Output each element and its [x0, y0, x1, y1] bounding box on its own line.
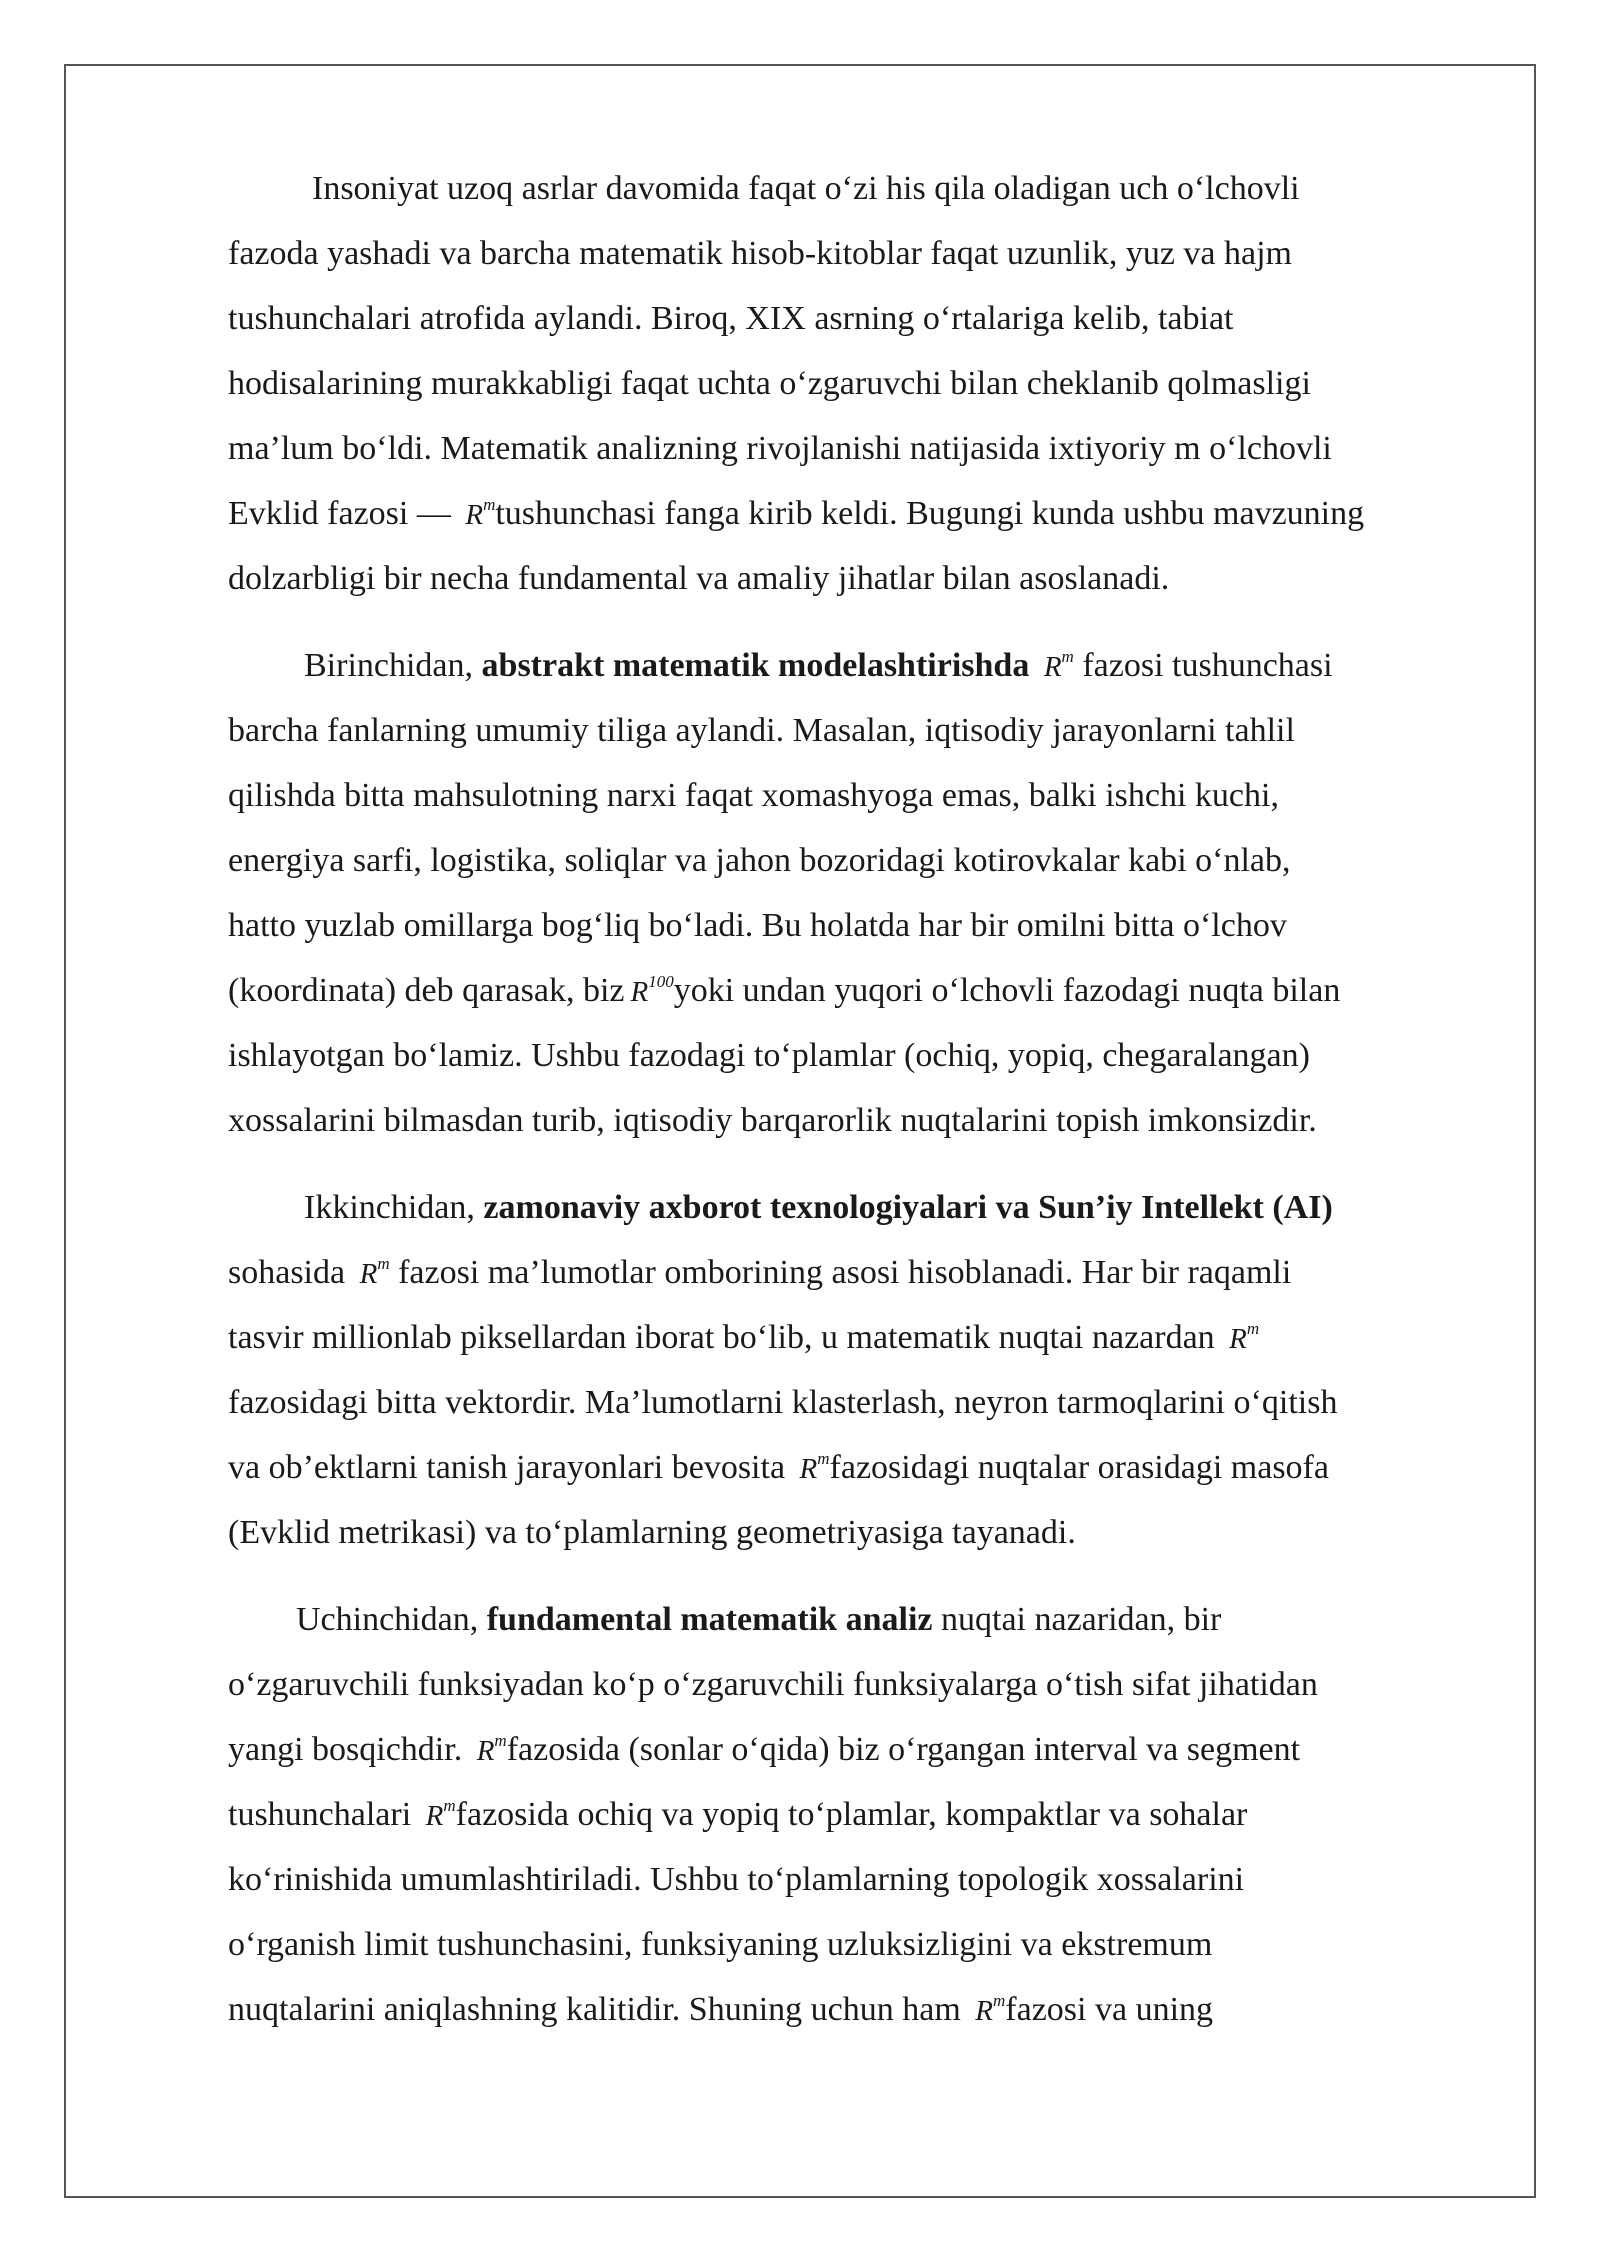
document-body	[228, 156, 1490, 2042]
text-line	[228, 351, 1490, 416]
text-run: o‘rganish limit tushunchasini, funksiyaning uzluksizligini va ekstremum	[228, 1926, 1213, 1963]
text-run: qilishda bitta mahsulotning narxi faqat xomashyoga emas, balki ishchi kuchi,	[228, 777, 1279, 814]
math-exponent: m	[483, 495, 496, 514]
text-line	[228, 546, 1490, 611]
math-base: R	[476, 1735, 495, 1767]
text-line	[228, 1240, 1490, 1305]
math-base: R	[1043, 651, 1062, 683]
text-run: yoki undan yuqori o‘lchovli fazodagi nuqta bilan	[673, 972, 1341, 1009]
text-line	[228, 156, 1490, 221]
text-run: barcha fanlarning umumiy tiliga aylandi. Masalan, iqtisodiy jarayonlarni tahlil	[228, 712, 1295, 749]
math-space-symbol	[476, 1731, 507, 1767]
text-run: fazosida (sonlar o‘qida) biz o‘rgangan interval va segment	[506, 1731, 1301, 1768]
text-run: fazosi va uning	[1005, 1991, 1214, 2028]
text-line	[228, 893, 1490, 958]
text-line	[228, 1782, 1490, 1847]
paragraph-second-reason	[228, 1175, 1490, 1565]
paragraph-first-reason	[228, 633, 1490, 1153]
math-base: R	[1229, 1323, 1247, 1355]
text-line	[228, 1305, 1490, 1370]
text-line	[228, 633, 1490, 698]
text-run: yangi bosqichdir.	[228, 1731, 471, 1768]
text-run: fazosida ochiq va yopiq to‘plamlar, kompaktlar va sohalar	[455, 1796, 1248, 1833]
text-run: dolzarbligi bir necha fundamental va amaliy jihatlar bilan asoslanadi.	[228, 560, 1170, 597]
text-run: tushunchalari	[228, 1796, 420, 1833]
text-line	[228, 1912, 1490, 1977]
bold-term: zamonaviy axborot texnologiyalari va Sun’iy Intellekt (AI)	[483, 1189, 1333, 1226]
text-line	[228, 958, 1490, 1023]
text-line	[228, 1717, 1490, 1782]
text-run: ma’lum bo‘ldi. Matematik analizning rivojlanishi natijasida ixtiyoriy m o‘lchovli	[228, 430, 1332, 467]
text-run	[1029, 647, 1038, 684]
text-run: ko‘rinishida umumlashtiriladi. Ushbu to‘plamlarning topologik xossalarini	[228, 1861, 1245, 1898]
text-run: Uchinchidan,	[296, 1601, 487, 1638]
math-base: R	[359, 1258, 378, 1290]
text-line	[228, 481, 1490, 546]
paragraph-intro	[228, 156, 1490, 611]
math-exponent: 100	[648, 972, 674, 991]
text-line	[228, 698, 1490, 763]
text-run: hatto yuzlab omillarga bog‘liq bo‘ladi. Bu holatda har bir omilni bitta o‘lchov	[228, 907, 1287, 944]
math-base: R	[630, 976, 649, 1008]
text-run: tushunchalari atrofida aylandi. Biroq, XIX asrning o‘rtalariga kelib, tabiat	[228, 300, 1234, 337]
text-line	[228, 763, 1490, 828]
bold-term: fundamental matematik analiz	[486, 1601, 933, 1638]
text-run: Birinchidan,	[304, 647, 482, 684]
text-run: fazosi tushunchasi	[1073, 647, 1333, 684]
text-run: nuqtai nazaridan, bir	[932, 1601, 1222, 1638]
text-line	[228, 1652, 1490, 1717]
bold-term: abstrakt matematik modelashtirishda	[481, 647, 1030, 684]
text-run: sohasida	[228, 1254, 354, 1291]
text-run: tushunchasi fanga kirib keldi. Bugungi kunda ushbu mavzuning	[495, 495, 1365, 532]
text-run: Ikkinchidan,	[304, 1189, 484, 1226]
text-line	[228, 828, 1490, 893]
math-space-symbol	[359, 1254, 390, 1290]
text-run: energiya sarfi, logistika, soliqlar va jahon bozoridagi kotirovkalar kabi o‘nlab,	[228, 842, 1291, 879]
math-exponent: m	[377, 1254, 390, 1273]
text-line	[228, 1500, 1490, 1565]
math-space-symbol	[465, 495, 496, 531]
math-space-symbol	[630, 972, 674, 1008]
math-exponent: m	[443, 1796, 456, 1815]
math-space-symbol	[799, 1449, 830, 1485]
math-exponent: m	[1246, 1319, 1260, 1338]
text-run: fazosidagi bitta vektordir. Ma’lumotlarni klasterlash, neyron tarmoqlarini o‘qitish	[228, 1384, 1338, 1421]
text-line	[228, 286, 1490, 351]
math-exponent: m	[494, 1731, 507, 1750]
text-run: o‘zgaruvchili funksiyadan ko‘p o‘zgaruvchili funksiyalarga o‘tish sifat jihatidan	[228, 1666, 1318, 1703]
text-run: fazosidagi nuqtalar orasidagi masofa	[829, 1449, 1329, 1486]
text-run: va ob’ektlarni tanish jarayonlari bevosita	[228, 1449, 794, 1486]
text-run: ishlayotgan bo‘lamiz. Ushbu fazodagi to‘plamlar (ochiq, yopiq, chegaralangan)	[228, 1037, 1310, 1074]
math-space-symbol	[1229, 1319, 1260, 1355]
math-space-symbol	[975, 1991, 1006, 2027]
paragraph-third-reason	[228, 1587, 1490, 2042]
text-line	[228, 221, 1490, 286]
math-base: R	[975, 1995, 994, 2027]
text-line	[228, 1370, 1490, 1435]
math-base: R	[799, 1453, 818, 1485]
math-base: R	[425, 1800, 444, 1832]
text-line	[228, 1977, 1490, 2042]
math-exponent: m	[993, 1991, 1006, 2010]
text-run: fazosi ma’lumotlar omborining asosi hisoblanadi. Har bir raqamli	[389, 1254, 1292, 1291]
math-space-symbol	[425, 1796, 456, 1832]
text-run: Evklid fazosi —	[228, 495, 460, 532]
text-run: tasvir millionlab piksellardan iborat bo‘lib, u matematik nuqtai nazardan	[228, 1319, 1224, 1356]
text-run: nuqtalarini aniqlashning kalitidir. Shuning uchun ham	[228, 1991, 970, 2028]
text-line	[228, 1023, 1490, 1088]
text-run: xossalarini bilmasdan turib, iqtisodiy barqarorlik nuqtalarini topish imkonsizdir.	[228, 1102, 1317, 1139]
math-base: R	[465, 499, 484, 531]
text-line	[228, 1847, 1490, 1912]
text-line	[228, 1088, 1490, 1153]
text-line	[228, 1587, 1490, 1652]
text-line	[228, 1435, 1490, 1500]
text-run: (Evklid metrikasi) va to‘plamlarning geometriyasiga tayanadi.	[228, 1514, 1076, 1551]
text-line	[228, 416, 1490, 481]
text-run: hodisalarining murakkabligi faqat uchta o‘zgaruvchi bilan cheklanib qolmasligi	[228, 365, 1311, 402]
math-exponent: m	[817, 1449, 830, 1468]
text-run: fazoda yashadi va barcha matematik hisob-kitoblar faqat uzunlik, yuz va hajm	[228, 235, 1292, 272]
text-line	[228, 1175, 1490, 1240]
text-run: (koordinata) deb qarasak, biz	[228, 972, 625, 1009]
math-exponent: m	[1061, 647, 1074, 666]
text-run: Insoniyat uzoq asrlar davomida faqat o‘zi his qila oladigan uch o‘lchovli	[312, 170, 1300, 207]
math-space-symbol	[1043, 647, 1074, 683]
